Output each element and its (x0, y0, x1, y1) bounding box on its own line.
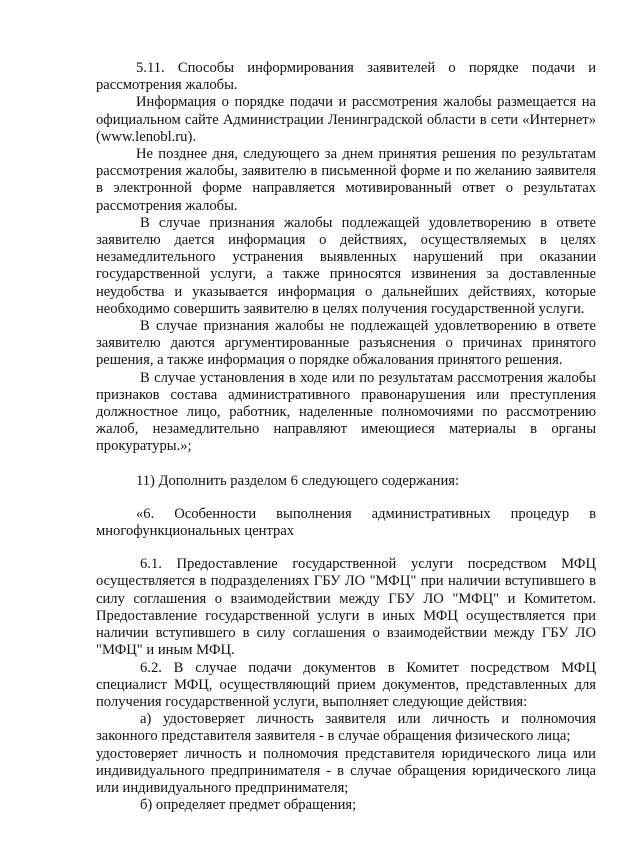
paragraph-6-2-a-continued: удостоверяет личность и полномочия представителя юридического лица или индивидуального предпринимателя - в случае обращения юридического лица или индивидуального предпринимателя; (96, 745, 596, 796)
paragraph-6-2: 6.2. В случае подачи документов в Комитет посредством МФЦ специалист МФЦ, осуществляющий прием документов, представленных для получения государственной услуги, выполняет следующие действия: (96, 659, 596, 710)
paragraph-response-deadline: Не позднее дня, следующего за днем принятия решения по результатам рассмотрения жалобы, заявителю в письменной форме и по желанию заявителя в электронной форме направляется мотивированный ответ о результатах рассмотрения жалобы. (96, 146, 596, 214)
paragraph-complaint-rejected: В случае признания жалобы не подлежащей удовлетворению в ответе заявителю даются аргументированные разъяснения о причинах принятого решения, а также информация о порядке обжалования принятого решения. (96, 318, 596, 369)
document-page (96, 60, 596, 814)
paragraph-info-placement: Информация о порядке подачи и рассмотрения жалобы размещается на официальном сайте Администрации Ленинградской области в сети «Интернет» (www.lenobl.ru). (96, 94, 596, 145)
paragraph-complaint-upheld: В случае признания жалобы подлежащей удовлетворению в ответе заявителю дается информация о действиях, осуществляемых в целях незамедлительного устранения выявленных нарушений при оказании государственной услуги, а также приносятся извинения за доставленные неудобства и указывается информация о дальнейших действиях, которые необходимо совершить заявителю в целях получения государственной услуги. (96, 214, 596, 317)
paragraph-violation-found: В случае установления в ходе или по результатам рассмотрения жалобы признаков состава административного правонарушения или преступления должностное лицо, работник, наделенные полномочиями по рассмотрению жалоб, незамедлительно направляют имеющиеся материалы в органы прокуратуры.»; (96, 369, 596, 455)
paragraph-6-1: 6.1. Предоставление государственной услуги посредством МФЦ осуществляется в подразделениях ГБУ ЛО "МФЦ" при наличии вступившего в силу соглашения о взаимодействии между ГБУ ЛО "МФЦ" и Комитетом. Предоставление государственной услуги в иных МФЦ осуществляется при наличии вступившего в силу соглашения о взаимодействии между ГБУ ЛО "МФЦ" и иным МФЦ. (96, 556, 596, 659)
section-6-heading: «6. Особенности выполнения административных процедур в многофункциональных центрах (96, 505, 596, 540)
paragraph-6-2-a: а) удостоверяет личность заявителя или личность и полномочия законного представителя заявителя - в случае обращения физического лица; (96, 711, 596, 745)
paragraph-5-11-title: 5.11. Способы информирования заявителей о порядке подачи и рассмотрения жалобы. (96, 60, 596, 94)
paragraph-amendment-11: 11) Дополнить разделом 6 следующего содержания: (136, 472, 460, 489)
paragraph-6-2-b: б) определяет предмет обращения; (140, 797, 357, 814)
